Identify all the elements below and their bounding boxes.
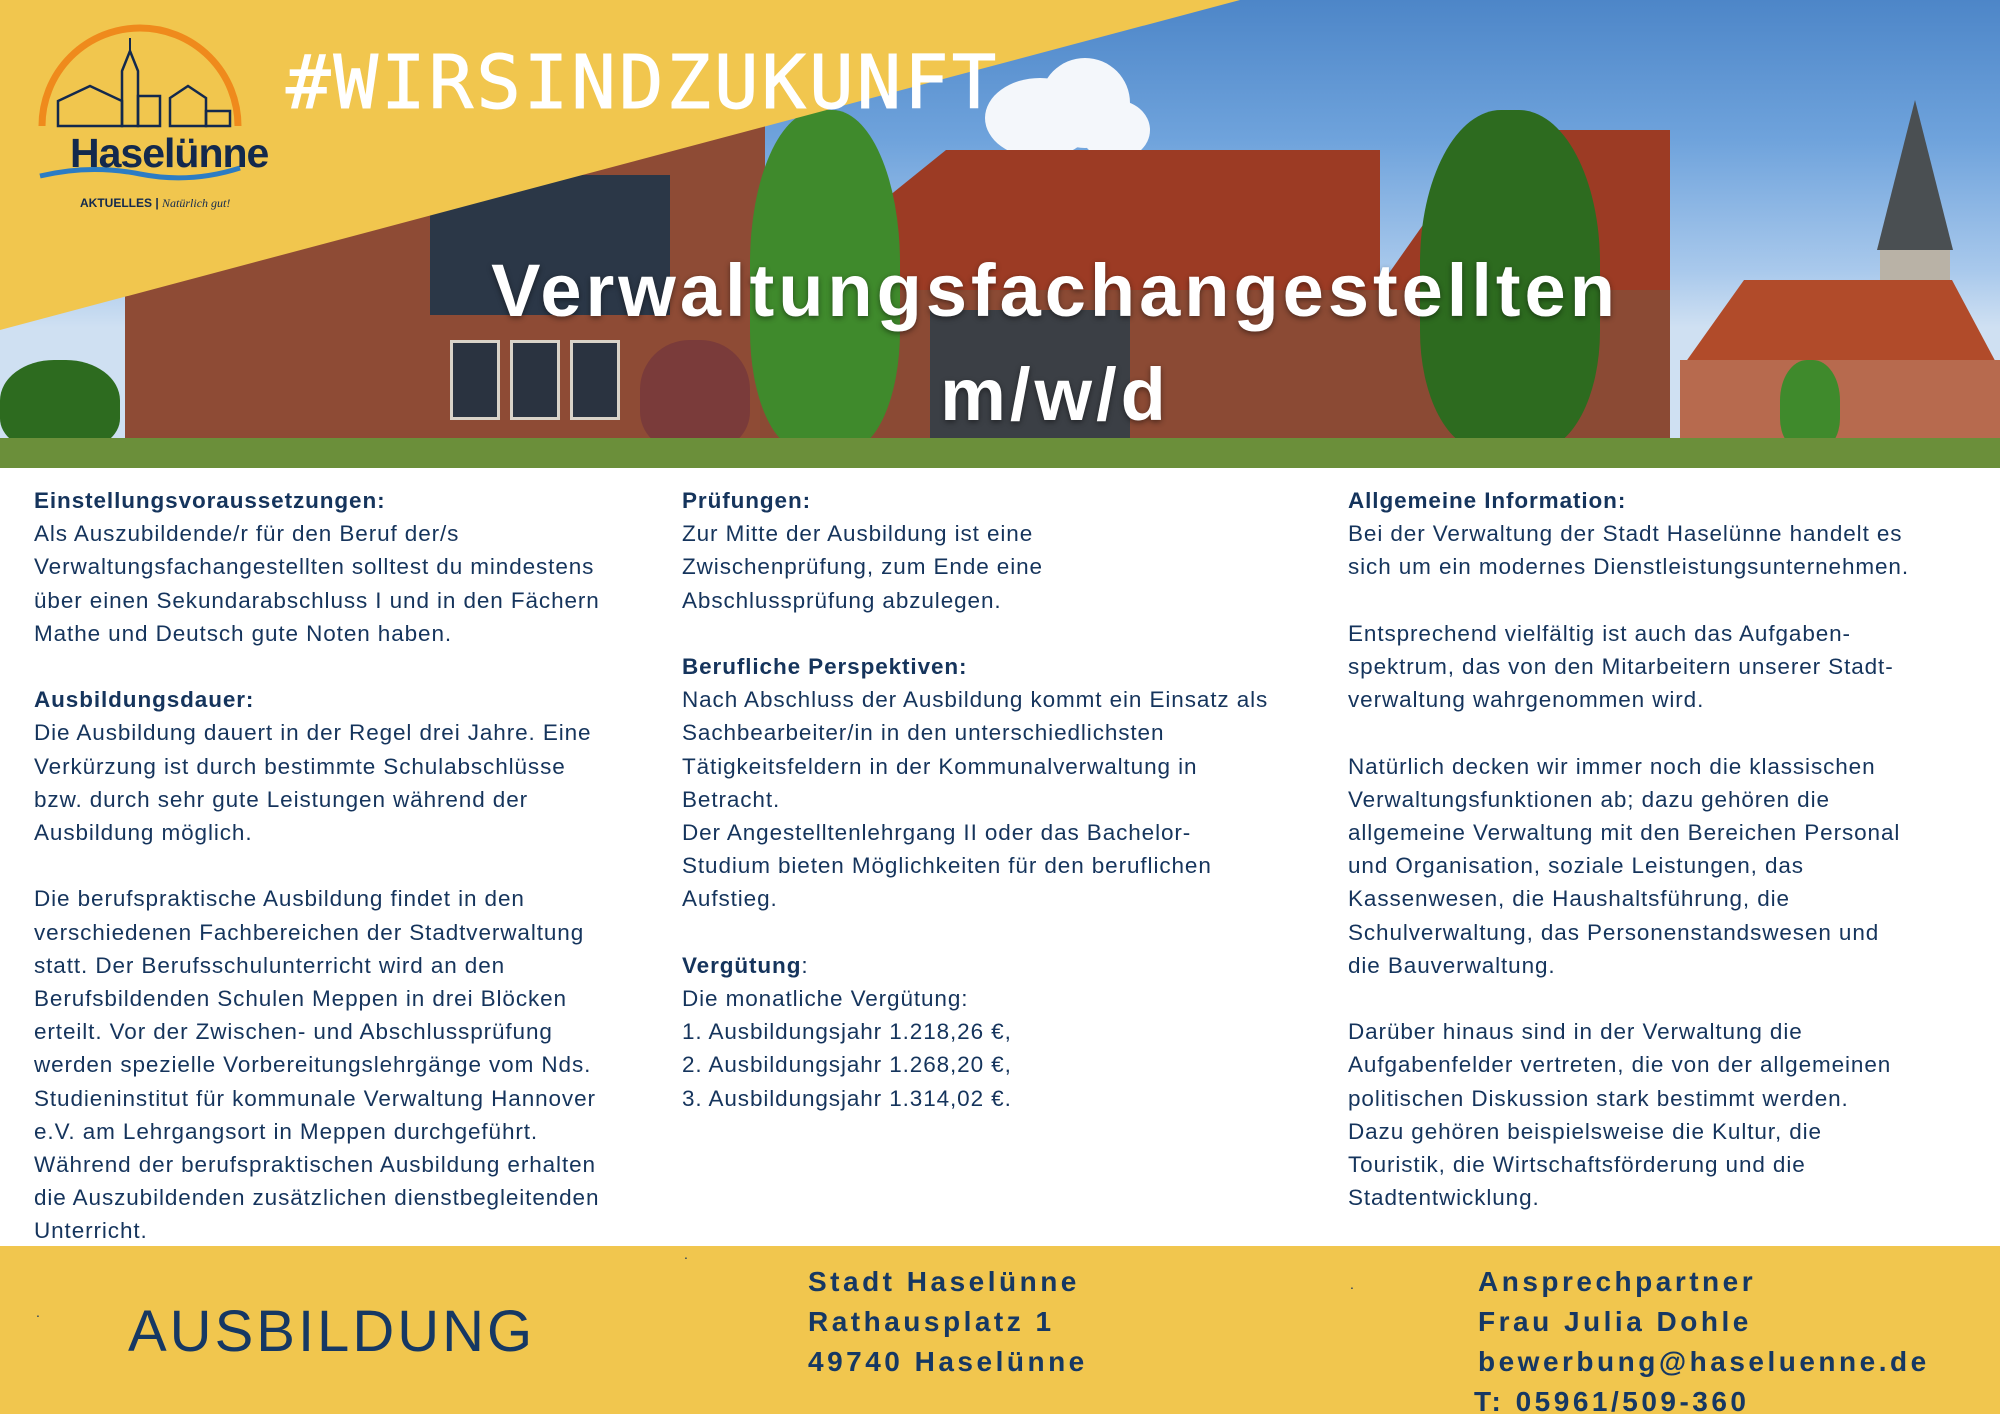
logo-tagline-left: AKTUELLES | [80, 196, 159, 210]
text-requirements: Als Auszubildende/r für den Beruf der/s Verwaltungsfachangestellten solltest du mindestens über einen Sekundarabschluss I und in den Fächern Mathe und Deutsch gute Noten haben. [34, 521, 600, 646]
address-line: Stadt Haselünne [808, 1266, 1080, 1297]
heading-career-perspectives: Berufliche Perspektiven: [682, 654, 968, 679]
footer-address [808, 1262, 1088, 1382]
text-duration: Die Ausbildung dauert in der Regel drei Jahre. Eine Verkürzung ist durch bestimmte Schulabschlüsse bzw. durch sehr gute Leistungen während der Ausbildung möglich. [34, 720, 592, 846]
campaign-hashtag: #WIRSINDZUKUNFT [286, 40, 1000, 126]
footer-dot: . [1350, 1276, 1354, 1292]
heading-compensation-colon: : [801, 952, 809, 978]
contact-email-link[interactable]: bewerbung@haseluenne.de [1478, 1346, 1930, 1377]
text-compensation: Die monatliche Vergütung: 1. Ausbildungsjahr 1.218,26 €, 2. Ausbildungsjahr 1.268,20 €, 3. Ausbildungsjahr 1.314,02 €. [682, 986, 1012, 1111]
column-exams [682, 484, 1342, 1115]
hero-banner [0, 0, 2000, 468]
heading-requirements: Einstellungsvoraussetzungen: [34, 488, 386, 513]
church-spire [1877, 100, 1953, 250]
text-exams: Zur Mitte der Ausbildung ist eine Zwischenprüfung, zum Ende eine Abschlussprüfung abzulegen. [682, 521, 1043, 613]
heading-compensation-line [682, 949, 1342, 982]
contact-name: Frau Julia Dohle [1478, 1306, 1752, 1337]
contact-phone: T: 05961/509-360 [1474, 1386, 1750, 1414]
footer-label-ausbildung: AUSBILDUNG [128, 1299, 536, 1364]
heading-duration: Ausbildungsdauer: [34, 687, 255, 713]
logo-tagline [80, 196, 230, 211]
logo-emblem-icon [30, 16, 250, 206]
page-title-gender-suffix: m/w/d [940, 353, 1170, 436]
heading-exams: Prüfungen: [682, 488, 811, 513]
text-general-info-4: Darüber hinaus sind in der Verwaltung die Aufgabenfelder vertreten, die von der allgemeinen politischen Diskussion stark bestimmt werden. Dazu gehören beispielsweise die Kultur, die Touristik, die Wirtschaftsförderung und die Stadtentwicklung. [1348, 1019, 1892, 1211]
column-requirements [34, 484, 674, 1248]
lawn [0, 438, 2000, 468]
address-line: 49740 Haselünne [808, 1346, 1088, 1377]
page-title: Verwaltungsfachangestellten [491, 249, 1619, 332]
footer-contact [1474, 1262, 1930, 1414]
text-practical-training: Die berufspraktische Ausbildung findet in den verschiedenen Fachbereichen der Stadtverwaltung statt. Der Berufsschulunterricht wird an den Berufsbildenden Schulen Meppen in drei Blöcken erteilt. Vor der Zwischen- und Abschlussprüfung werden spezielle Vorbereitungslehrgänge vom Nds. Studieninstitut für kommunale Verwaltung Hannover e.V. am Lehrgangsort in Meppen durchgeführt. Während der berufspraktischen Ausbildung erhalten die Auszubildenden zusätzlichen dienstbegleitenden Unterricht. [34, 886, 600, 1244]
text-general-info-3: Natürlich decken wir immer noch die klassischen Verwaltungsfunktionen ab; dazu gehören die allgemeine Verwaltung mit den Bereichen Personal und Organisation, soziale Leistungen, das Kassenwesen, die Haushaltsführung, die Schulverwaltung, das Personenstandswesen und die Bauverwaltung. [1348, 753, 1901, 978]
logo-tagline-right: Natürlich gut! [162, 196, 231, 210]
footer-dot: . [36, 1304, 40, 1320]
logo-wordmark: Haselünne [70, 130, 269, 176]
text-general-info-2: Entsprechend vielfältig ist auch das Aufgaben- spektrum, das von den Mitarbeitern unserer Stadt- verwaltung wahrgenommen wird. [1348, 620, 1894, 713]
text-general-info-1: Bei der Verwaltung der Stadt Haselünne handelt es sich um ein modernes Dienstleistungsunternehmen. [1348, 521, 1909, 580]
heading-compensation: Vergütung [682, 952, 802, 978]
footer-dot: . [684, 1246, 688, 1262]
contact-heading: Ansprechpartner [1478, 1266, 1757, 1297]
heading-general-info: Allgemeine Information: [1348, 488, 1627, 513]
text-career-perspectives: Nach Abschluss der Ausbildung kommt ein Einsatz als Sachbearbeiter/in in den unterschiedlichsten Tätigkeitsfeldern in der Kommunalverwaltung in Betracht. Der Angestelltenlehrgang II oder das Bachelor- Studium bieten Möglichkeiten für den beruflichen Aufstieg. [682, 687, 1269, 912]
column-general-info [1348, 484, 1988, 1214]
address-line: Rathausplatz 1 [808, 1306, 1055, 1337]
footer-bar [0, 1246, 2000, 1414]
haselunne-logo [30, 16, 269, 210]
